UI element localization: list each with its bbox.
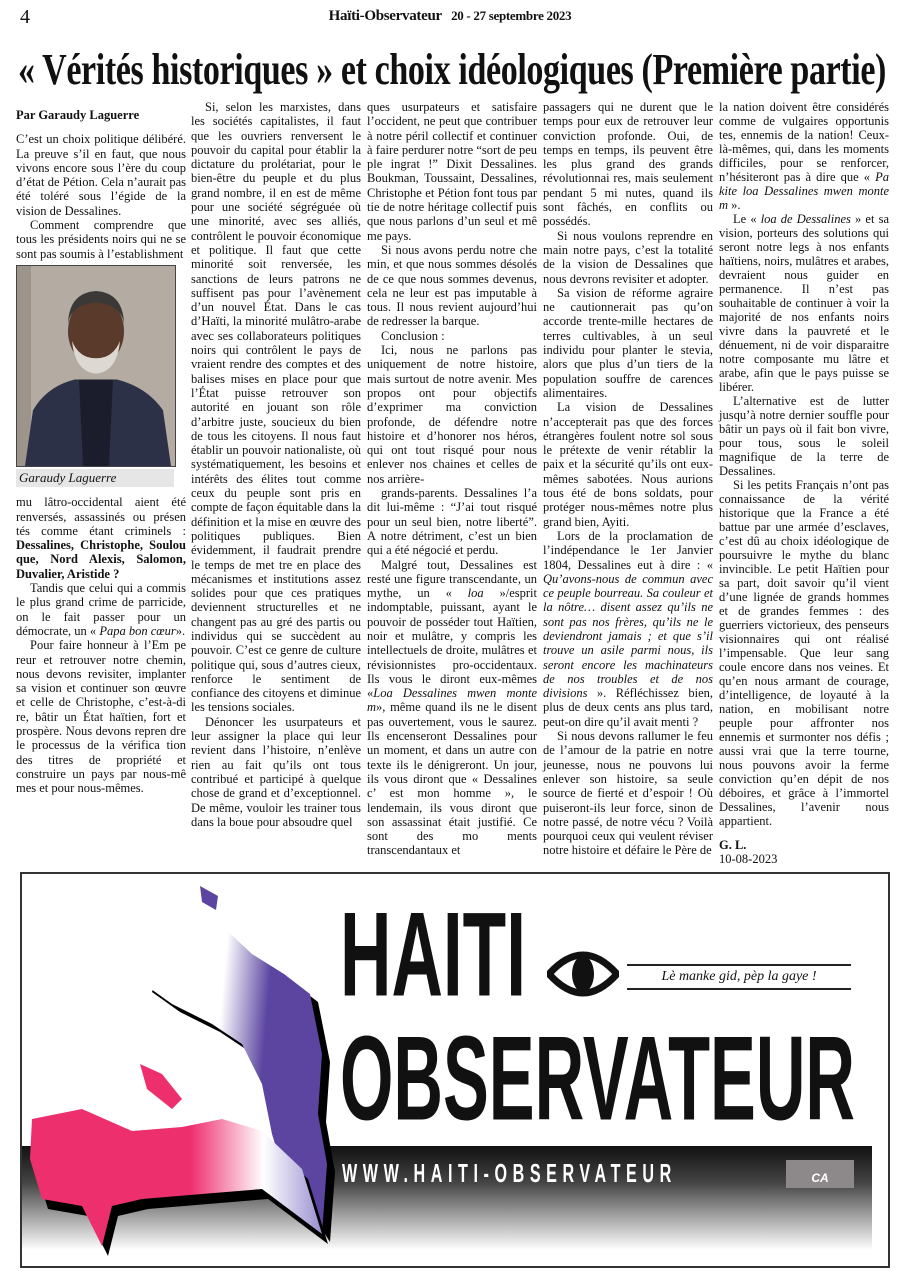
paragraph-text: mu lâtro-occidental aient été renversés, assassinés ou présen tés comme étant criminels : xyxy=(16,495,186,538)
italic-text: Papa bon cœur xyxy=(99,623,176,638)
paragraph-text: la nation doivent être considérés comme de vulgaires opportunis tes, ennemis de la nation! Ceux-là-mêmes, qui, dans les moments difficiles, pour se renforcer, n’hésiteront pas à dire que « xyxy=(719,100,889,184)
italic-text: loa de Dessalines xyxy=(760,212,851,226)
paragraph-text: Pour faire honneur à l’Em pe reur et retrouver notre chemin, nous devons revisiter, implanter sa vision et continuer son œuvre et celle de Christophe, c’est-à-di re, bâtir un État haïtien, fort et prospère. Nous devons repren dre le processus de la vérifica tion des titres de propriété et construire un pays par nous-mê mes et pour nous-mêmes. xyxy=(16,638,186,796)
paragraph-text: Si, selon les marxistes, dans les sociétés capitalistes, il faut que les ouvriers renversent le pouvoir du capital pour établir la dictature du prolétariat, pour le bien-être du peuple et du plus grand nombre, il en est de même pour une société ségréguée où une minorité, avec ses alliés, contrôlent le pouvoir économique et politique. Il faut que cette minorité soit renversée, les sanctions de leurs patrons ne suffisent pas pour l’avènement d’un nouvel État. Dans le cas d’Haïti, la minorité mulâtro-arabe avec ses collaborateurs politiques noirs qui contrôlent le pays de vraient rendre des comptes et des balises mises en place pour que l’État puisse retrouver son autorité en jouant son rôle d’arbitre juste, soucieux du bien de tous les citoyens. Il nous faut établir un pouvoir nationaliste, où systématiquement, les besoins et intérêts des élites tout comme ceux du peuple sont pris en compte de façon équitable dans la définition et la mise en œuvre des politiques publiques. Bien évidemment, il faudrait prendre le temps de met tre en place des mécanismes et institutions assez solides pour que ces pratiques deviennent structurelles et ne changent pas au gré des partis ou individus qui se succèdent au pouvoir. C’est ce genre de culture politique qui, sous d’autres cieux, renforce le sentiment de confiance des citoyens et diminue les tensions sociales. xyxy=(191,100,361,715)
italic-text: Pa kite loa Dessalines mwen monte m xyxy=(719,170,889,212)
article-paragraph xyxy=(543,400,713,529)
article-column-5 xyxy=(719,100,889,866)
paragraph-text: Si nous voulons reprendre en main notre pays, c’est la totalité de la vision de Dessalines que nous devrons revisiter et adopter. xyxy=(543,228,713,286)
url-suffix: CA xyxy=(786,1160,854,1188)
paragraph-text: » et sa vision, porteurs des solutions qui seront notre legs à nos enfants haïtiens, noirs, mulâtres et arabes, devraient nous guider en permanence. Il n’est pas souhaitable de continuer à voir la majorité de nos enfants noirs vivre dans la pauvreté et le dénuement, ni de voir disparaitre notre composante mu lâtre et arabe, afin que le pays puisse se libérer. xyxy=(719,212,889,394)
article-paragraph xyxy=(367,243,537,329)
bold-text: Dessalines, Christophe, Soulou que, Nord Alexis, Salomon, Duvalier, Aristide ? xyxy=(16,538,186,581)
eye-icon xyxy=(547,942,619,1006)
article-paragraph xyxy=(191,715,361,829)
paragraph-text: La vision de Dessalines n’accepterait pas que des forces étrangères foulent notre sol sous le prétexte de venir rétablir la paix et la sécurité qu’ils ont eux-mêmes sabotées. Nous aurions tous été de bons soldats, pour protéger nous-mêmes notre plus grand bien, Ayiti. xyxy=(543,400,713,529)
paragraph-text: ». Réfléchissez bien, plus de deux cents ans plus tard, peut-on dire qu’il avait menti ? xyxy=(543,686,713,729)
signed-date: 10-08-2023 xyxy=(719,852,778,866)
paragraph-text: Lors de la proclamation de l’indépendance le 1er Janvier 1804, Dessalines eut à dire : « xyxy=(543,528,713,572)
website-url[interactable]: WWW.HAITI-OBSERVATEUR xyxy=(342,1158,677,1188)
paragraph-text: L’alternative est de lutter jusqu’à notre dernier souffle pour bâtir un pays où il fait bon vivre, pour tous, sous le soleil magnifique de la terre de Dessalines. xyxy=(719,394,889,478)
article-paragraph xyxy=(719,394,889,478)
paragraph-text: grands-parents. Dessalines l’a dit lui-même : “J’ai tout risqué pour un seul bien, notre liberté”. A notre détriment, c’est un bien qui a été négocié et perdu. xyxy=(367,486,537,558)
paragraph-text: ». xyxy=(175,623,186,638)
article-paragraph xyxy=(191,100,361,715)
article-paragraph xyxy=(16,495,186,581)
article-paragraph xyxy=(16,218,186,261)
paragraph-text: C’est un choix politique délibéré. La preuve s’il en faut, que nous vivons encore sous l’ère du coup d’état de Pétion. Cela n’aurait pas été toléré sous l’égide de la vision de Dessalines. xyxy=(16,132,186,218)
paragraph-text: ques usurpateurs et satisfaire l’occident, ne peut que contribuer à notre péril collectif et continuer à faire perdurer notre “sort de peu ple ingrat !” Dixit Dessalines. Boukman, Toussaint, Dessalines, Christophe et Pétion font tous par tie de notre héritage collectif puis que nous parlons d’un seul et mê me pays. xyxy=(367,100,537,243)
article-column-4 xyxy=(543,100,713,858)
article-column-2 xyxy=(191,100,361,829)
masthead xyxy=(0,8,900,25)
article-column-3 xyxy=(367,100,537,858)
article-paragraph xyxy=(719,212,889,394)
article-paragraph xyxy=(367,343,537,486)
article-paragraph xyxy=(543,100,713,229)
article-paragraph xyxy=(367,100,537,243)
paragraph-text: Si nous devons rallumer le feu de l’amour de la patrie en notre jeunesse, nous ne pouvons lui enlever son histoire, sa seule source de fierté et d’espoir ! Où puiseront-ils leur force, sinon de notre passé, de notre vécu ? Voilà pourquoi ceux qui veulent réviser notre histoire et défaire le Père de xyxy=(543,729,713,858)
article-column-1 xyxy=(16,100,186,796)
paragraph-text: Le « xyxy=(733,212,761,226)
paragraph-text: Malgré tout, Dessalines est resté une figure transcendante, un mythe, un « xyxy=(367,557,537,601)
tagline: Lè manke gid, pèp la gaye ! xyxy=(627,964,851,990)
article-paragraph xyxy=(16,581,186,638)
logo-haiti: HAITI xyxy=(340,886,526,1022)
article-paragraph xyxy=(367,486,537,557)
article-paragraph xyxy=(16,638,186,795)
paragraph-text: Tandis que celui qui a commis le plus grand crime de parricide, on le fait passer pour un démocrate, un « xyxy=(16,581,186,638)
photo-caption: Garaudy Laguerre xyxy=(16,469,174,487)
paragraph-text: ». xyxy=(728,198,741,212)
logo-observateur: OBSERVATEUR xyxy=(340,1010,855,1146)
paragraph-text: Si nous avons perdu notre che min, et que nous sommes désolés de ce que nous sommes devenus, cela ne leur est pas imputable à tous. Il nous revient aujourd’hui de redresser la barque. xyxy=(367,242,537,329)
article-title: « Vérités historiques » et choix idéologiques (Première partie) xyxy=(18,45,886,94)
article-paragraph xyxy=(719,100,889,212)
italic-text: loa xyxy=(467,586,484,601)
paragraph-text: »/esprit indomptable, puissant, ayant le pouvoir de posséder tout Haïtien, noir et mulâtre, y compris les intellectuels de droite, mulâtres et révisionnistes pro-occidentaux. Ils vous le diront eux-mêmes « xyxy=(367,586,537,701)
paragraph-text: Ici, nous ne parlons pas uniquement de notre histoire, mais surtout de notre avenir. Mes propos ont pour objectifs d’exprimer ma conviction profonde, de défendre notre histoire et d’honorer nos héros, qui ont tout risqué pour nous enlever nos chaines et celles de nos arrière- xyxy=(367,343,537,486)
author-portrait-image xyxy=(17,266,175,466)
article-paragraph xyxy=(367,558,537,858)
haiti-map-logo xyxy=(22,874,352,1264)
byline: Par Garaudy Laguerre xyxy=(16,108,140,122)
paragraph-text: », même quand ils ne le disent pas ouvertement, vous le saurez. Ils encenseront Dessalines pour un moment, et dans un autre con texte ils le dénigreront. Un jour, ils vous diront que « Dessalines c’ est mon homme », le lendemain, ils vous diront que son assassinat était justifié. Ce sont des mo ments transcendantaux et xyxy=(367,700,537,858)
paragraph-text: passagers qui ne durent que le temps pour eux de retrouver leur conviction profonde. Oui, de temps en temps, ils peuvent être les plus grand des grands révolutionnai res, mais seulement pendant 5 mi nutes, quand ils sont fâchés, en conflits ou possédés. xyxy=(543,100,713,229)
paragraph-text: Conclusion : xyxy=(381,328,445,343)
paragraph-text: Si les petits Français n’ont pas connaissance de la vérité historique que la France a été battue par une armée d’esclaves, c’est dû au choix idéologique de poursuivre le mythe du blanc invincible. Le petit Haïtien pour sa part, doit savoir qu’il vient d’une lignée de grands hommes et de grandes femmes : des guerriers victorieux, des penseurs visionnaires qui ont réalisé l’impensable. Que leur sang coule encore dans nos veines. Et qu’en nous armant de courage, d’intelligence, de loyauté à la nation, en mobilisant notre peuple pour affronter nos ennemis et surmonter nos défis ; aussi vrai que la terre tourne, nous pouvons avoir la ferme conviction qu’en dépit de nos déboires, et grâce à l’immortel Dessalines, l’avenir nous appartient. xyxy=(719,478,889,828)
signature xyxy=(719,838,889,866)
article-paragraph xyxy=(367,329,537,343)
paragraph-text: Comment comprendre que tous les présidents noirs qui ne se sont pas soumis à l’establishment xyxy=(16,218,186,261)
haiti-observateur-advertisement xyxy=(20,872,890,1268)
issue-date: 20 - 27 septembre 2023 xyxy=(451,8,572,23)
article-paragraph xyxy=(543,729,713,858)
article-paragraph xyxy=(16,132,186,218)
article-paragraph xyxy=(543,286,713,400)
page-number: 4 xyxy=(20,6,30,28)
article-paragraph xyxy=(719,478,889,828)
italic-text: Qu’avons-nous de commun avec ce peuple bourreau. Sa couleur et la nôtre… disent assez qu’ils ne sont pas nos frères, qu’ils ne le deviendront jamais ; et que s’il trouve un asile parmi nous, ils seront encore les machinateurs de nos troubles et de nos divisions xyxy=(543,571,713,701)
article-paragraph xyxy=(543,529,713,729)
italic-text: Loa Dessalines mwen monte m xyxy=(367,686,537,715)
paragraph-text: Dénoncer les usurpateurs et leur assigner la place qui leur revient dans l’histoire, n’enlève rien au fait qu’ils ont tous contribué et participé à quelque chose de grand et d’exceptionnel. De même, vouloir les trainer tous dans la boue pour absoudre quel xyxy=(191,714,361,829)
signature-initials: G. L. xyxy=(719,838,747,852)
author-photo xyxy=(16,265,176,467)
article-paragraph xyxy=(543,229,713,286)
paragraph-text: Sa vision de réforme agraire ne cautionnerait pas qu’on accorde trente-mille hectares de terres cultivables, à un seul individu pour planter le stevia, alors que plus d’un tiers de la population souffre de carences alimentaires. xyxy=(543,285,713,400)
publication-name: Haïti-Observateur xyxy=(328,8,442,24)
